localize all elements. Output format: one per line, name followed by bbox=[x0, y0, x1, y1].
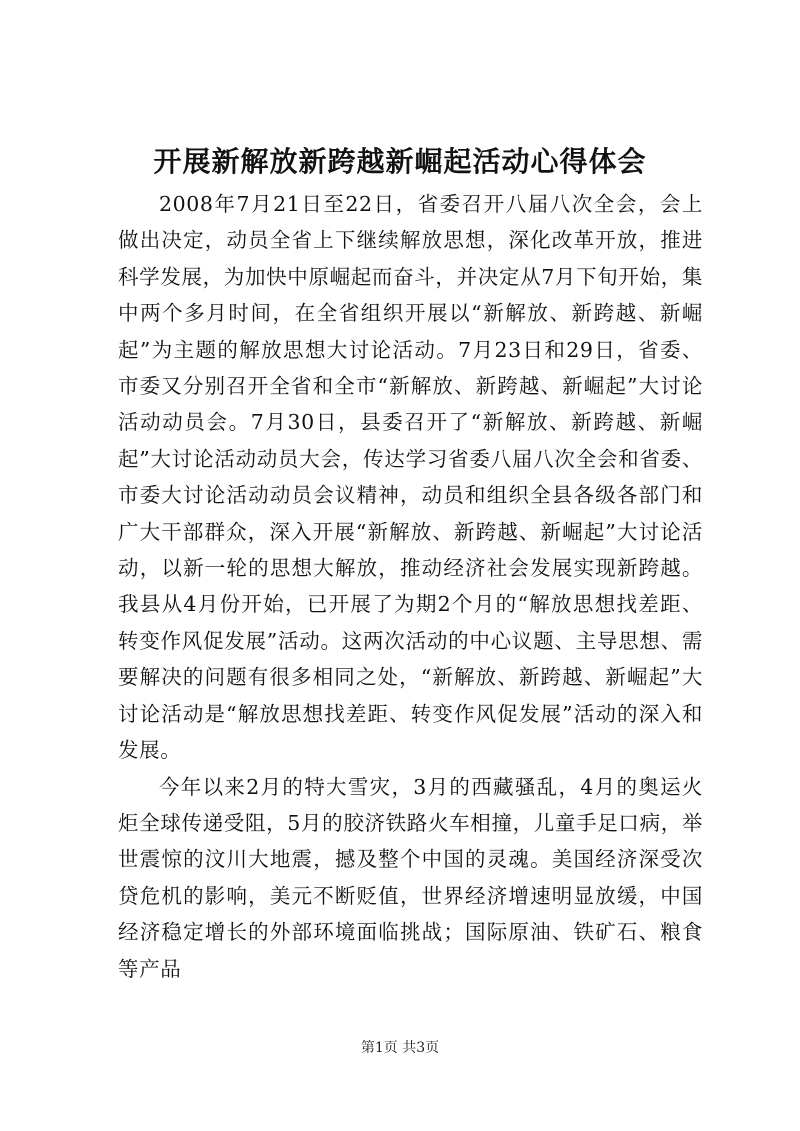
document-body bbox=[118, 186, 703, 987]
document-title: 开展新解放新跨越新崛起活动心得体会 bbox=[153, 145, 647, 178]
paragraph-1: 2008年7月21日至22日，省委召开八届八次全会，会上做出决定，动员全省上下继续解放思想，深化改革开放，推进科学发展，为加快中原崛起而奋斗，并决定从7月下旬开始，集中两个多月时间，在全省组织开展以“新解放、新跨越、新崛起”为主题的解放思想大讨论活动。7月23日和29日，省委、市委又分别召开全省和全市“新解放、新跨越、新崛起”大讨论活动动员会。7月30日，县委召开了“新解放、新跨越、新崛起”大讨论活动动员大会，传达学习省委八届八次全会和省委、市委大讨论活动动员会议精神，动员和组织全县各级各部门和广大干部群众，深入开展“新解放、新跨越、新崛起”大讨论活动，以新一轮的思想大解放，推动经济社会发展实现新跨越。我县从4月份开始，已开展了为期2个月的“解放思想找差距、转变作风促发展”活动。这两次活动的中心议题、主导思想、需要解决的问题有很多相同之处，“新解放、新跨越、新崛起”大讨论活动是“解放思想找差距、转变作风促发展”活动的深入和发展。 bbox=[118, 192, 703, 763]
paragraph-2: 今年以来2月的特大雪灾，3月的西藏骚乱，4月的奥运火炬全球传递受阻，5月的胶济铁路火车相撞，儿童手足口病，举世震惊的汶川大地震，撼及整个中国的灵魂。美国经济深受次贷危机的影响，美元不断贬值，世界经济增速明显放缓，中国经济稳定增长的外部环境面临挑战；国际原油、铁矿石、粮食等产品 bbox=[118, 774, 703, 981]
page-footer: 第1页 共3页 bbox=[360, 1040, 440, 1056]
